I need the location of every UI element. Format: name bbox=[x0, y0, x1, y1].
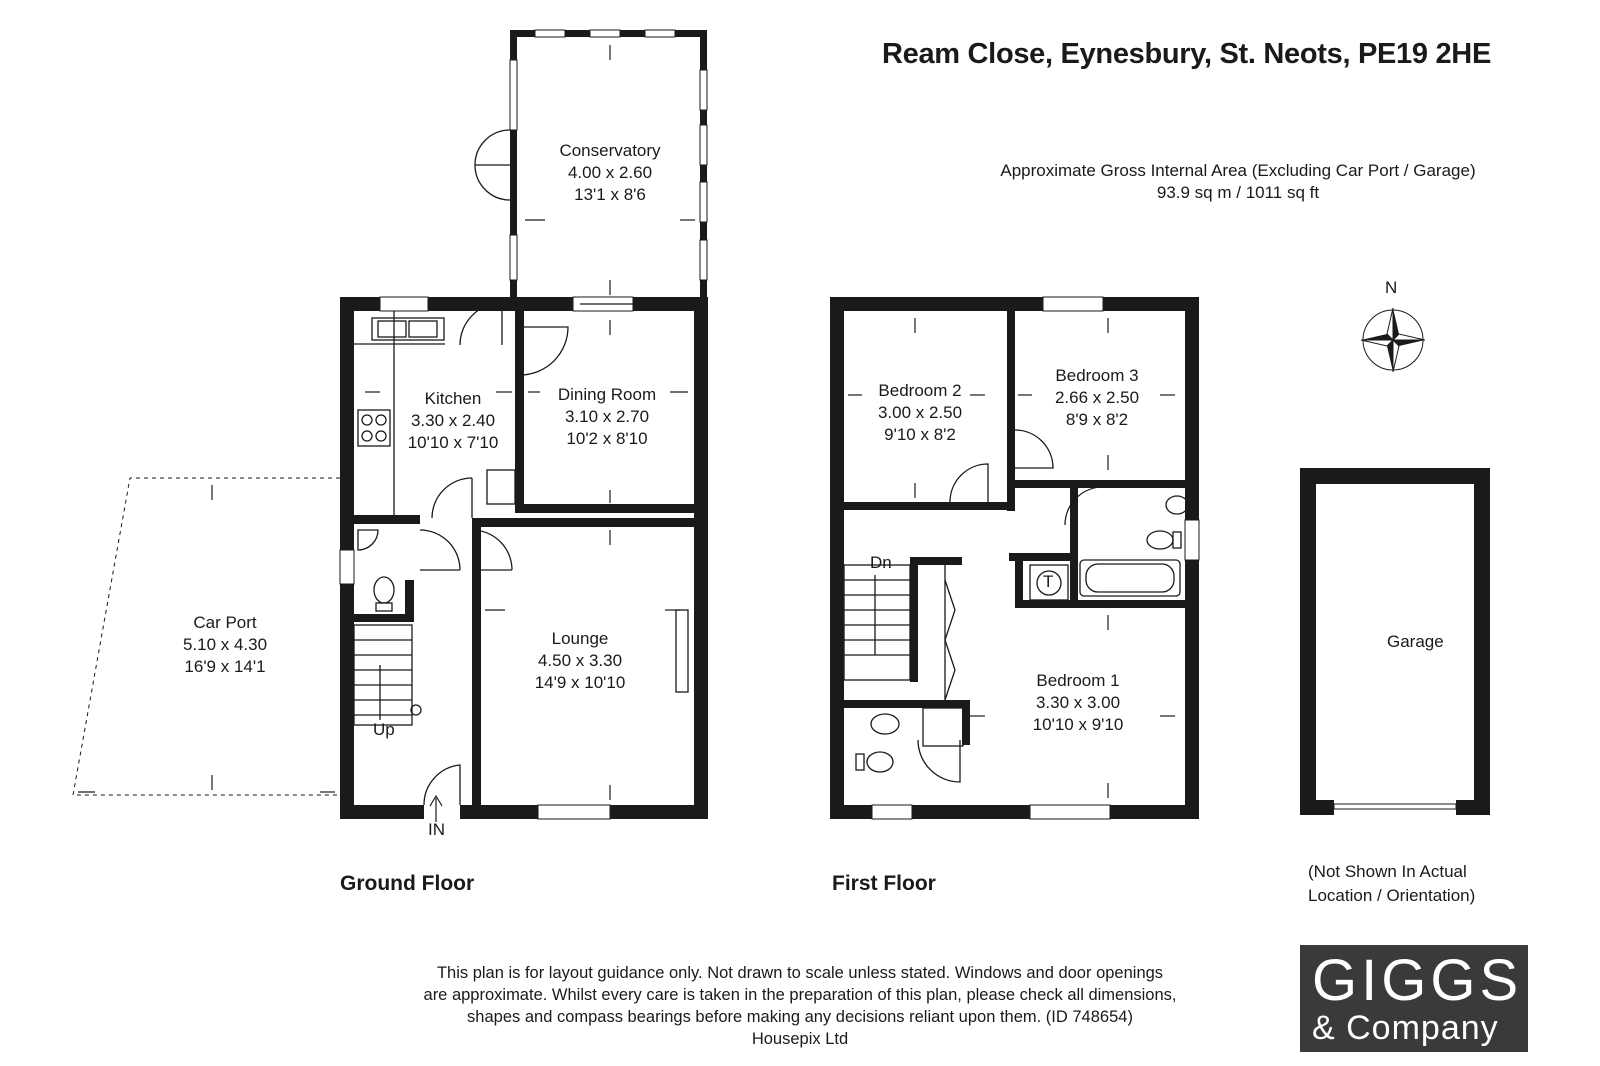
disclaimer bbox=[370, 962, 1230, 1050]
area-label: Approximate Gross Internal Area (Excluding Car Port / Garage) bbox=[1000, 161, 1476, 180]
room-imperial: 14'9 x 10'10 bbox=[534, 673, 626, 692]
room-imperial: 9'10 x 8'2 bbox=[884, 425, 956, 444]
room-label-kitchen bbox=[393, 388, 513, 454]
room-imperial: 8'9 x 8'2 bbox=[1065, 410, 1129, 429]
room-imperial: 10'10 x 7'10 bbox=[407, 433, 499, 452]
room-imperial: 10'2 x 8'10 bbox=[566, 429, 648, 448]
page-title: Ream Close, Eynesbury, St. Neots, PE19 2HE bbox=[882, 38, 1491, 70]
room-label-car-port bbox=[165, 612, 285, 678]
room-label-bedroom-3 bbox=[1047, 365, 1147, 431]
room-imperial: 13'1 x 8'6 bbox=[574, 185, 646, 204]
disclaimer-line3: shapes and compass bearings before making any decisions reliant upon them. (ID 748654) bbox=[467, 1008, 1133, 1026]
ground-floor-label: Ground Floor bbox=[340, 872, 475, 895]
room-label-garage: Garage bbox=[1387, 632, 1444, 651]
area-value: 93.9 sq m / 1011 sq ft bbox=[1156, 183, 1320, 202]
room-metric: 3.00 x 2.50 bbox=[877, 403, 963, 422]
stairs-down-label: Dn bbox=[870, 553, 892, 572]
disclaimer-line1: This plan is for layout guidance only. Not drawn to scale unless stated. Windows and door openings bbox=[436, 964, 1164, 982]
room-name: Bedroom 2 bbox=[878, 381, 962, 400]
room-name: Bedroom 1 bbox=[1036, 671, 1120, 690]
disclaimer-line4: Housepix Ltd bbox=[751, 1030, 849, 1048]
first-floor-label: First Floor bbox=[832, 872, 936, 895]
tank-label: T bbox=[1043, 572, 1054, 591]
room-label-bedroom-1 bbox=[1018, 670, 1138, 736]
logo-line2: & Company bbox=[1312, 1009, 1499, 1047]
room-name: Bedroom 3 bbox=[1055, 366, 1139, 385]
room-name: Kitchen bbox=[424, 389, 482, 408]
room-metric: 3.30 x 2.40 bbox=[410, 411, 496, 430]
room-metric: 4.50 x 3.30 bbox=[537, 651, 623, 670]
room-label-conservatory bbox=[545, 140, 675, 206]
room-label-dining-room bbox=[547, 384, 667, 450]
room-name: Lounge bbox=[551, 629, 609, 648]
room-metric: 3.10 x 2.70 bbox=[564, 407, 650, 426]
garage-note-line1: (Not Shown In Actual bbox=[1308, 862, 1467, 881]
compass-north-label: N bbox=[1385, 278, 1398, 297]
room-imperial: 16'9 x 14'1 bbox=[184, 657, 266, 676]
room-metric: 3.30 x 3.00 bbox=[1035, 693, 1121, 712]
disclaimer-line2: are approximate. Whilst every care is taken in the preparation of this plan, please check all dimensions, bbox=[423, 986, 1177, 1004]
stairs-up-label: Up bbox=[373, 720, 395, 739]
area-summary bbox=[888, 160, 1588, 204]
room-metric: 4.00 x 2.60 bbox=[567, 163, 653, 182]
room-name: Conservatory bbox=[559, 141, 661, 160]
company-logo bbox=[1300, 945, 1528, 1052]
room-name: Car Port bbox=[193, 613, 257, 632]
garage-note-line2: Location / Orientation) bbox=[1308, 886, 1476, 905]
logo-line1: GIGGS bbox=[1312, 948, 1523, 1013]
garage-note bbox=[1308, 860, 1475, 908]
room-name: Dining Room bbox=[557, 385, 657, 404]
room-metric: 5.10 x 4.30 bbox=[182, 635, 268, 654]
room-label-bedroom-2 bbox=[870, 380, 970, 446]
compass-rose-icon bbox=[1361, 308, 1425, 372]
room-label-lounge bbox=[520, 628, 640, 694]
entrance-label: IN bbox=[428, 820, 445, 839]
room-metric: 2.66 x 2.50 bbox=[1054, 388, 1140, 407]
room-imperial: 10'10 x 9'10 bbox=[1032, 715, 1124, 734]
